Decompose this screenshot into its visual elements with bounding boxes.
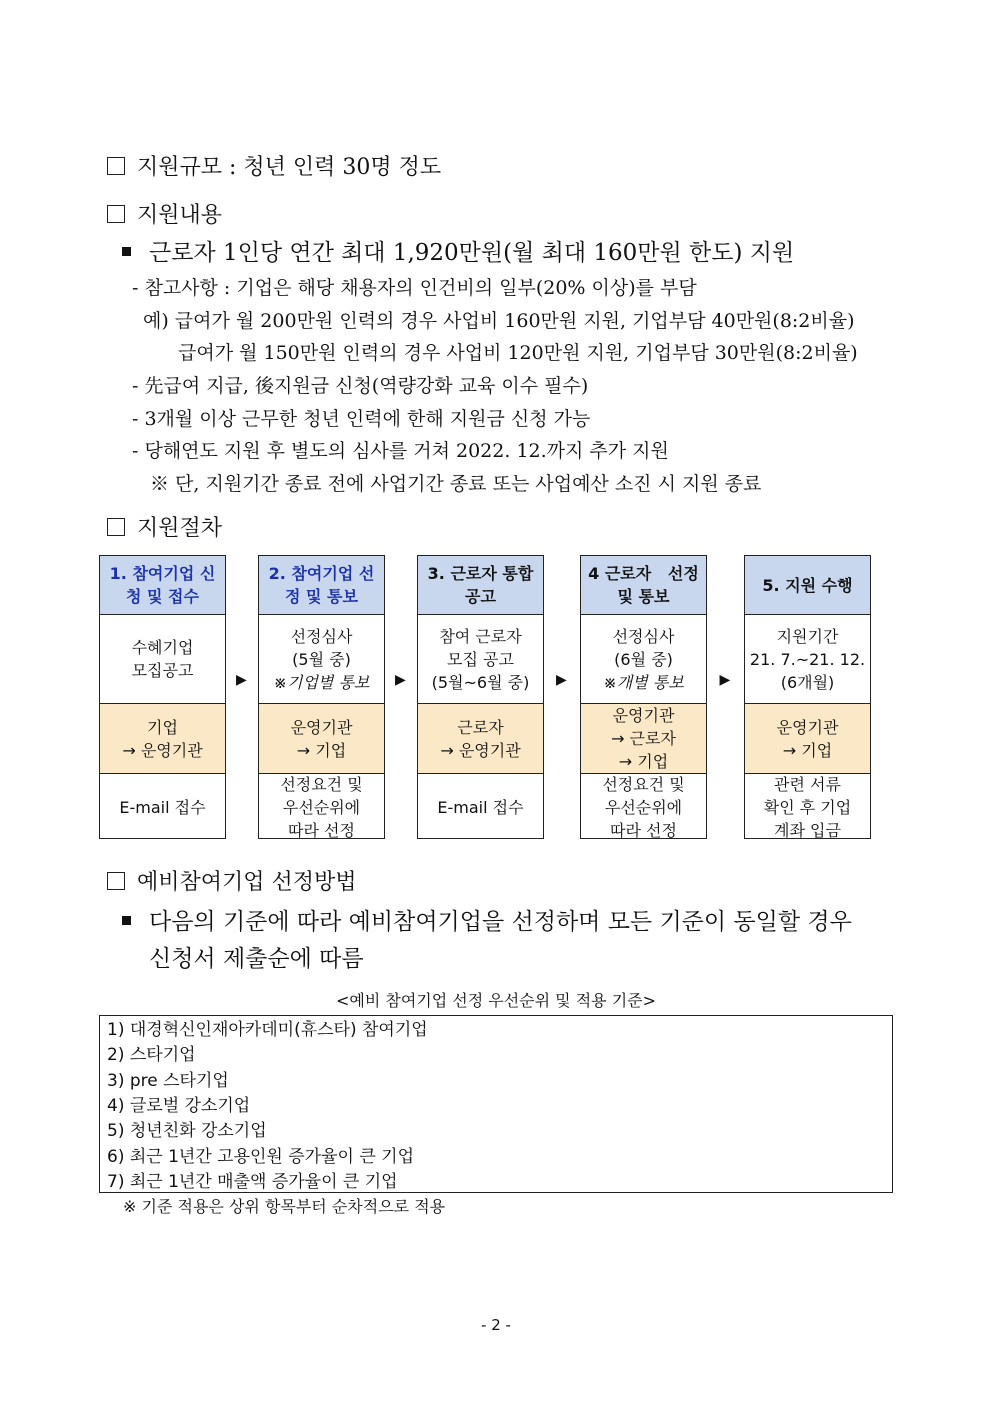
section-scale-text: 지원규모 : 청년 인력 30명 정도	[137, 155, 442, 180]
step-4-flow-line: → 기업	[618, 752, 669, 771]
bullet-square-icon	[122, 247, 131, 256]
step-2-flow-line: 운영기관	[290, 717, 353, 737]
section-procedure-text: 지원절차	[137, 516, 223, 541]
step-4-method-line: 따라 선정	[610, 820, 677, 840]
step-2-desc	[259, 615, 384, 704]
step-3-desc	[418, 615, 543, 704]
step-2-title-line: 2. 참여기업 선	[268, 564, 375, 583]
step-1-desc-line: 수혜기업	[131, 638, 194, 657]
checkbox-square-icon	[107, 872, 125, 890]
criteria-item: 7) 최근 1년간 매출액 증가율이 큰 기업	[107, 1171, 398, 1192]
step-2-method-line: 우선순위에	[282, 797, 361, 817]
step-4-flow-line: 운영기관	[612, 706, 675, 725]
step-3-desc-line: 참여 근로자	[439, 626, 522, 646]
section-scale	[107, 150, 441, 181]
step-4-desc	[581, 615, 706, 704]
content-example1: 예) 급여가 월 200만원 인력의 경우 사업비 160만원 지원, 기업부담 40만원(8:2비율)	[143, 310, 855, 332]
section-selection	[107, 865, 357, 896]
step-5-method-line: 계좌 입금	[774, 820, 841, 840]
step-2-method-line: 따라 선정	[288, 820, 355, 840]
content-note4: - 당해연도 지원 후 별도의 심사를 거쳐 2022. 12.까지 추가 지원	[132, 440, 669, 462]
step-4-desc-line: 선정심사	[612, 626, 675, 646]
content-example2: 급여가 월 150만원 인력의 경우 사업비 120만원 지원, 기업부담 30만원(8:2비율)	[178, 342, 858, 364]
step-3-title	[418, 556, 543, 615]
step-5-title-line: 5. 지원 수행	[762, 575, 853, 595]
step-1-flow-line: → 운영기관	[122, 740, 203, 760]
step-5-flow	[745, 704, 870, 774]
step-5-method	[745, 774, 870, 840]
page-number: - 2 -	[481, 1316, 511, 1334]
step-1-method	[100, 774, 225, 840]
bullet-square-icon	[122, 916, 131, 925]
step-2-flow-line: → 기업	[296, 740, 347, 760]
step-1-desc-line: 모집공고	[131, 661, 194, 680]
step-1-method-line: E-mail 접수	[119, 797, 206, 817]
step-5-desc-line: 21. 7.~21. 12.	[749, 649, 866, 669]
step-5-column	[744, 555, 871, 839]
criteria-footnote: ※ 기준 적용은 상위 항목부터 순차적으로 적용	[123, 1197, 446, 1216]
step-3-method	[418, 774, 543, 840]
content-main-bullet: 근로자 1인당 연간 최대 1,920만원(월 최대 160만원 한도) 지원	[122, 234, 794, 267]
step-1-title-line: 1. 참여기업 신	[109, 564, 216, 583]
step-2-method-line: 선정요건 및	[280, 774, 363, 794]
content-note2: - 先급여 지급, 後지원금 신청(역량강화 교육 이수 필수)	[132, 375, 589, 397]
step-3-desc-line: 모집 공고	[447, 649, 514, 669]
step-2-desc-line: (5월 중)	[292, 649, 351, 669]
criteria-item: 2) 스타기업	[107, 1045, 196, 1066]
content-note3: - 3개월 이상 근무한 청년 인력에 한해 지원금 신청 가능	[132, 408, 591, 430]
step-4-column	[580, 555, 707, 839]
section-content-text: 지원내용	[137, 203, 223, 228]
step-4-title	[581, 556, 706, 615]
step-3-title-line: 3. 근로자 통합	[427, 564, 534, 583]
step-4-method-line: 우선순위에	[604, 797, 683, 817]
step-5-flow-line: 운영기관	[776, 717, 839, 737]
flow-arrow-icon: ▶	[236, 672, 247, 688]
step-2-flow	[259, 704, 384, 774]
section-selection-text: 예비참여기업 선정방법	[137, 870, 357, 895]
step-1-desc	[100, 615, 225, 704]
step-4-desc-line: ※개별 통보	[603, 672, 684, 692]
step-3-desc-line: (5월~6월 중)	[431, 672, 530, 692]
step-4-title-line: 4 근로자 선정	[588, 564, 699, 583]
content-note5: ※ 단, 지원기간 종료 전에 사업기간 종료 또는 사업예산 소진 시 지원 종료	[150, 473, 762, 495]
section-procedure	[107, 511, 222, 542]
step-3-flow-line: → 운영기관	[440, 740, 521, 760]
step-5-flow-line: → 기업	[782, 740, 833, 760]
criteria-item: 6) 최근 1년간 고용인원 증가율이 큰 기업	[107, 1146, 415, 1167]
criteria-item: 4) 글로벌 강소기업	[107, 1095, 251, 1116]
step-4-title-line: 및 통보	[617, 587, 670, 606]
step-5-desc-line: (6개월)	[780, 672, 835, 692]
step-4-desc-line: (6월 중)	[614, 649, 673, 669]
checkbox-square-icon	[107, 205, 125, 223]
step-2-title-line: 정 및 통보	[285, 587, 358, 606]
step-4-flow	[581, 704, 706, 774]
step-5-desc-line: 지원기간	[776, 626, 839, 646]
criteria-item: 5) 청년친화 강소기업	[107, 1121, 267, 1142]
step-4-method	[581, 774, 706, 840]
step-4-flow-line: → 근로자	[611, 729, 676, 748]
step-2-method	[259, 774, 384, 840]
step-2-title	[259, 556, 384, 615]
step-1-title	[100, 556, 225, 615]
flow-arrow-icon: ▶	[556, 672, 567, 688]
step-2-column	[258, 555, 385, 839]
step-5-desc	[745, 615, 870, 704]
step-3-title-line: 공고	[465, 587, 496, 606]
step-1-flow-line: 기업	[147, 717, 178, 737]
criteria-item: 3) pre 스타기업	[107, 1070, 229, 1091]
step-3-method-line: E-mail 접수	[437, 797, 524, 817]
step-5-method-line: 확인 후 기업	[763, 797, 852, 817]
content-note1: - 참고사항 : 기업은 해당 채용자의 인건비의 일부(20% 이상)를 부담	[132, 277, 697, 299]
step-5-title	[745, 556, 870, 615]
step-5-method-line: 관련 서류	[774, 774, 841, 794]
selection-bullet-line2: 신청서 제출순에 따름	[149, 946, 364, 972]
flow-arrow-icon: ▶	[395, 672, 406, 688]
flow-arrow-icon: ▶	[719, 672, 731, 688]
step-2-desc-line: ※기업별 통보	[273, 672, 370, 692]
step-1-column	[99, 555, 226, 839]
step-3-column	[417, 555, 544, 839]
section-content	[107, 198, 222, 229]
step-1-title-line: 청 및 접수	[126, 587, 199, 606]
criteria-caption: <예비 참여기업 선정 우선순위 및 적용 기준>	[335, 991, 657, 1010]
checkbox-square-icon	[107, 157, 125, 175]
step-3-flow	[418, 704, 543, 774]
checkbox-square-icon	[107, 518, 125, 536]
step-3-flow-line: 근로자	[457, 717, 504, 737]
step-4-method-line: 선정요건 및	[602, 774, 685, 794]
selection-bullet-line1: 다음의 기준에 따라 예비참여기업을 선정하며 모든 기준이 동일할 경우	[122, 903, 852, 936]
step-2-desc-line: 선정심사	[290, 626, 353, 646]
step-1-flow	[100, 704, 225, 774]
criteria-item: 1) 대경혁신인재아카데미(휴스타) 참여기업	[107, 1020, 428, 1040]
